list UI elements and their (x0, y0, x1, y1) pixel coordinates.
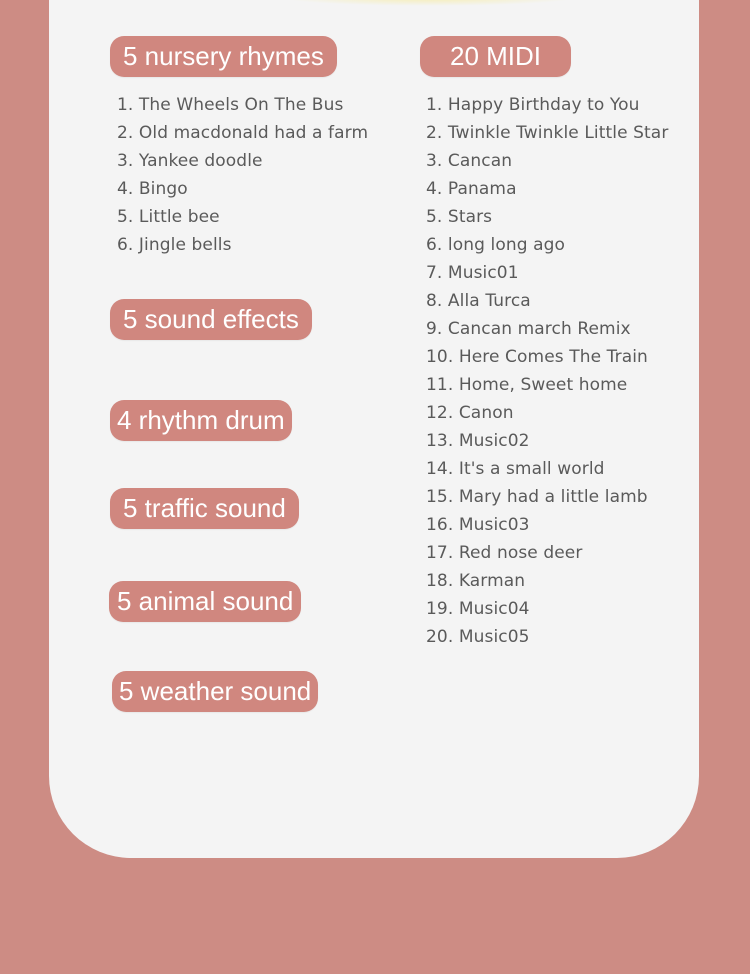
list-item: 13. Music02 (426, 431, 530, 451)
list-item: 5. Stars (426, 207, 493, 227)
nursery-rhymes-badge: 5 nursery rhymes (110, 36, 337, 77)
list-item: 3. Yankee doodle (117, 151, 263, 171)
list-item: 6. long long ago (426, 235, 566, 255)
list-item: 8. Alla Turca (426, 291, 531, 311)
sound-effects-badge: 5 sound effects (110, 299, 312, 340)
list-item: 1. The Wheels On The Bus (117, 95, 344, 115)
midi-list (426, 91, 668, 651)
list-item: 18. Karman (426, 571, 526, 591)
list-item: 10. Here Comes The Train (426, 347, 648, 367)
list-item: 4. Panama (426, 179, 517, 199)
animal-sound-badge: 5 animal sound (109, 581, 301, 622)
weather-sound-badge: 5 weather sound (112, 671, 318, 712)
list-item: 20. Music05 (426, 627, 530, 647)
list-item: 1. Happy Birthday to You (426, 95, 640, 115)
midi-badge: 20 MIDI (420, 36, 571, 77)
list-item: 14. It's a small world (426, 459, 605, 479)
list-item: 16. Music03 (426, 515, 530, 535)
nursery-rhymes-list (117, 91, 368, 259)
rhythm-drum-badge: 4 rhythm drum (110, 400, 292, 441)
list-item: 2. Old macdonald had a farm (117, 123, 369, 143)
list-item: 6. Jingle bells (117, 235, 232, 255)
list-item: 2. Twinkle Twinkle Little Star (426, 123, 669, 143)
top-glow-decoration (279, 0, 579, 6)
traffic-sound-badge: 5 traffic sound (110, 488, 299, 529)
list-item: 12. Canon (426, 403, 514, 423)
list-item: 5. Little bee (117, 207, 220, 227)
list-item: 9. Cancan march Remix (426, 319, 631, 339)
list-item: 19. Music04 (426, 599, 530, 619)
list-item: 15. Mary had a little lamb (426, 487, 648, 507)
list-item: 11. Home, Sweet home (426, 375, 628, 395)
list-item: 3. Cancan (426, 151, 513, 171)
list-item: 7. Music01 (426, 263, 519, 283)
list-item: 4. Bingo (117, 179, 188, 199)
list-item: 17. Red nose deer (426, 543, 583, 563)
